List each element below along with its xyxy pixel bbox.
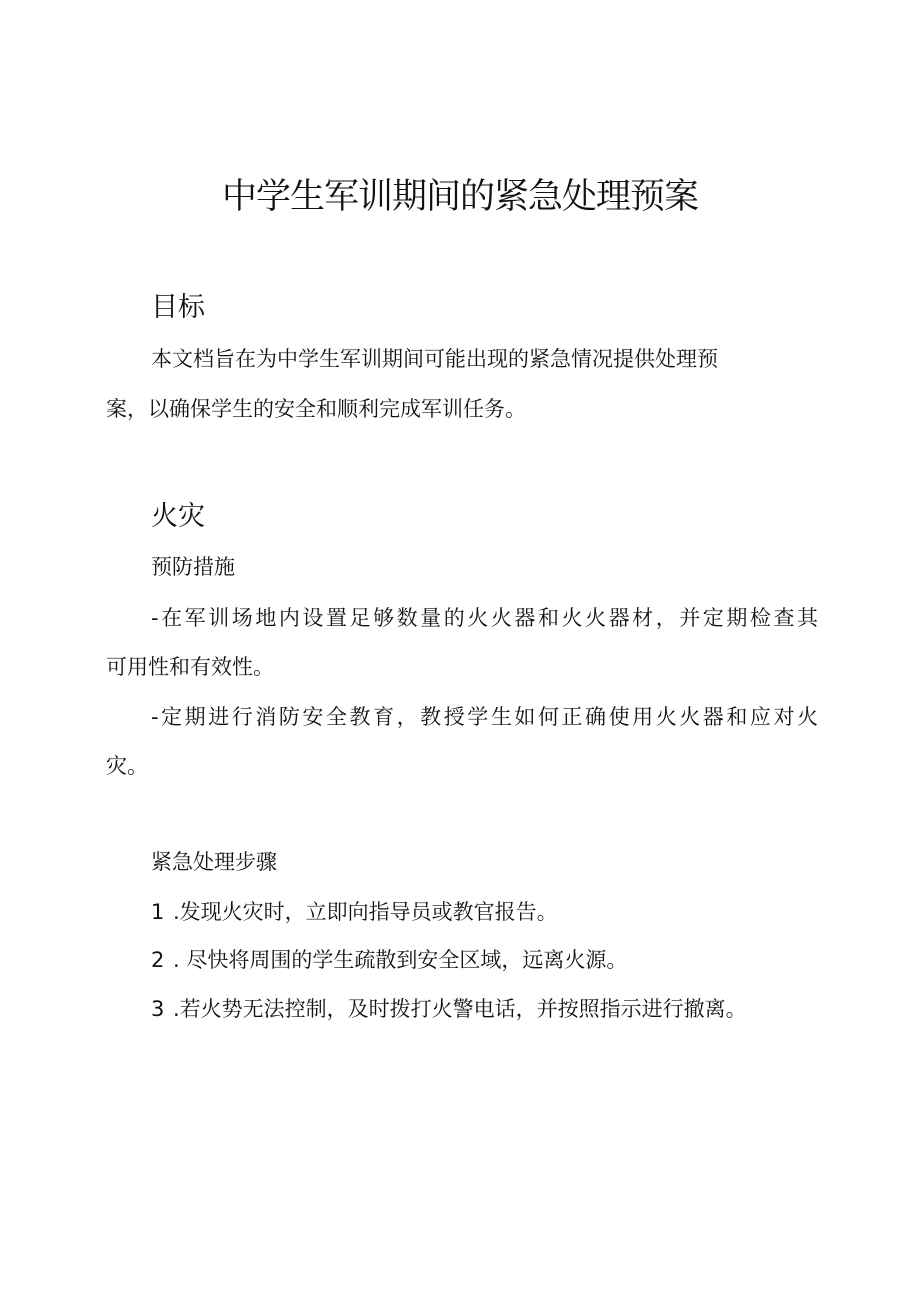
emergency-step (151, 994, 747, 1024)
prevention-item-1-continued (106, 650, 818, 684)
goal-line-2: 案，以确保学生的安全和顺利完成军训任务。 (106, 397, 526, 421)
prevention-item-1-line-1: -在军训场地内设置足够数量的火火器和火火器材，并定期检查其 (151, 606, 818, 630)
step-text: .发现火灾时，立即向指导员或教官报告。 (173, 900, 558, 924)
fire-heading: 火灾 (151, 501, 205, 532)
goal-paragraph-continued (106, 392, 818, 426)
step-text: .若火势无法控制，及时拨打火警电话，并按照指示进行撤离。 (173, 997, 747, 1021)
step-number: 2 (151, 948, 165, 972)
prevention-heading: 预防措施 (151, 555, 235, 579)
prevention-item-2-line-1: -定期进行消防安全教育，教授学生如何正确使用火火器和应对火 (151, 705, 818, 729)
prevention-item-2-continued (106, 749, 818, 783)
emergency-step (151, 897, 558, 927)
step-text: . 尽快将周围的学生疏散到安全区域，远离火源。 (173, 948, 628, 972)
step-number: 1 (151, 900, 165, 924)
prevention-item-1-line-2: 可用性和有效性。 (106, 655, 274, 679)
goal-heading: 目标 (151, 292, 205, 323)
goal-line-1: 本文档旨在为中学生军训期间可能出现的紧急情况提供处理预 (151, 347, 718, 371)
prevention-item-2 (106, 700, 818, 734)
document-title: 中学生军训期间的紧急处理预案 (221, 177, 698, 217)
prevention-item-2-line-2: 灾。 (106, 754, 148, 778)
emergency-step (151, 945, 627, 975)
emergency-heading: 紧急处理步骤 (151, 850, 277, 874)
goal-paragraph (106, 342, 818, 376)
step-number: 3 (151, 997, 165, 1021)
prevention-item-1 (106, 601, 818, 635)
